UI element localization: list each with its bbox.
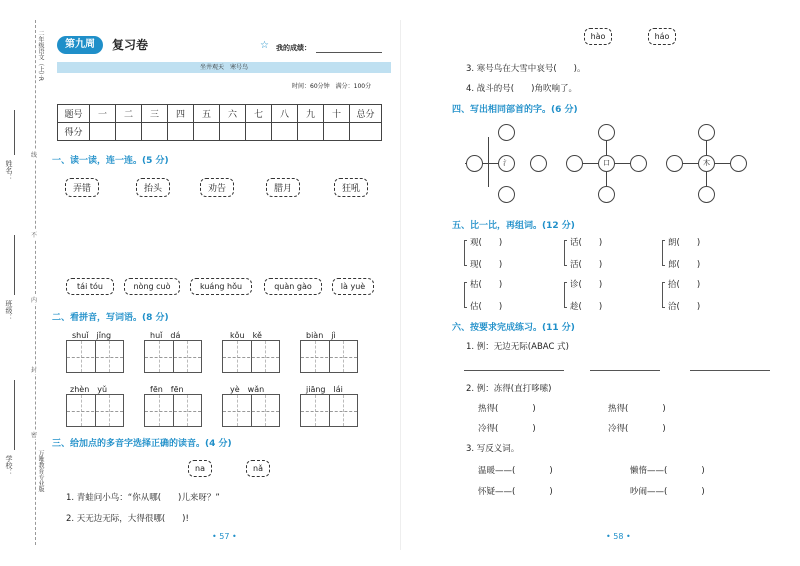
score-cell[interactable] [142,123,168,141]
brace [564,240,567,266]
school-line [14,380,15,450]
page-number-right: • 58 • [606,532,631,541]
brace [464,240,467,266]
question-3: 3. 寒号鸟在大雪中哀号( )。 [466,64,586,74]
pinyin-box[interactable]: quàn gào [264,278,322,295]
fill-item[interactable]: 温暖——( ) [478,466,553,476]
table-cell: 四 [168,105,194,123]
cut-mark: 不 [31,232,38,239]
compare-item[interactable]: 洽( ) [668,302,701,312]
compare-item[interactable]: 枯( ) [470,280,503,290]
table-cell: 九 [298,105,324,123]
compare-item[interactable]: 话( ) [570,238,603,248]
blank-circle[interactable] [466,155,483,172]
compare-item[interactable]: 估( ) [470,302,503,312]
cut-mark: 密 [31,432,38,439]
table-cell: 三 [142,105,168,123]
compare-item[interactable]: 趁( ) [570,302,603,312]
score-cell[interactable] [116,123,142,141]
pinyin-label: huǐ dá [150,331,181,340]
compare-item[interactable]: 观( ) [470,238,503,248]
fill-item[interactable]: 冷得( ) [478,424,536,434]
section-3-title: 三、给加点的多音字选择正确的读音。(4 分) [52,439,232,449]
compare-item[interactable]: 朗( ) [668,238,701,248]
table-cell: 十 [324,105,350,123]
question-4: 4. 战斗的号( )角吹响了。 [466,84,577,94]
page-number-left: • 57 • [212,532,237,541]
pinyin-label: yè wǎn [230,385,265,394]
pinyin-label: kǒu kě [230,331,262,340]
table-cell: 七 [246,105,272,123]
radical-hub: 木 [698,155,715,172]
compare-item[interactable]: 活( ) [570,260,603,270]
section-1-title: 一、读一读，连一连。(5 分) [52,156,169,166]
score-cell[interactable] [90,123,116,141]
pinyin-label: zhèn yǔ [70,385,108,394]
compare-item[interactable]: 现( ) [470,260,503,270]
section-2-title: 二、看拼音，写词语。(8 分) [52,313,169,323]
score-table [57,104,382,141]
question-2: 2. 天无边无际，大得很哪( )! [66,514,189,524]
score-line[interactable] [316,52,382,53]
writing-grid[interactable] [300,340,358,373]
reading-option[interactable]: na [188,460,212,477]
writing-grid[interactable] [144,394,202,427]
table-cell: 二 [116,105,142,123]
cut-mark: 线 [31,152,38,159]
brace [662,240,665,266]
answer-line[interactable] [590,370,660,371]
star-icon: ☆ [260,40,269,51]
question-1: 1. 青蛙问小鸟：“你从哪( )儿来呀？” [66,493,220,503]
class-label: 班级： [5,300,13,321]
page-divider [400,20,401,550]
week-badge: 第九周 [57,36,103,54]
blank-circle[interactable] [566,155,583,172]
section-4-title: 四、写出相同部首的字。(6 分) [452,105,578,115]
pinyin-label: jiāng lái [306,385,343,394]
score-cell[interactable] [350,123,382,141]
word-box[interactable]: 劝告 [200,178,234,197]
lesson-banner: 坐井观天 寒号鸟 [57,62,391,73]
name-label: 姓名： [5,160,13,181]
score-cell[interactable] [324,123,350,141]
compare-item[interactable]: 诊( ) [570,280,603,290]
table-cell: 五 [194,105,220,123]
pinyin-box[interactable]: kuáng hǒu [190,278,252,295]
binding-gutter [0,0,46,566]
blank-circle[interactable] [530,155,547,172]
time-info: 时间：60分钟 满分：100分 [292,83,372,90]
blank-circle[interactable] [498,124,515,141]
class-line [14,235,15,295]
compare-item[interactable]: 拾( ) [668,280,701,290]
table-cell: 一 [90,105,116,123]
score-label: 我的成绩： [276,44,311,52]
reading-option[interactable]: hào [584,28,612,45]
word-box[interactable]: 弄错 [65,178,99,197]
pinyin-box[interactable]: tái tóu [66,278,114,295]
table-cell: 题号 [58,105,90,123]
blank-circle[interactable] [698,186,715,203]
reading-option[interactable]: háo [648,28,676,45]
score-cell[interactable] [246,123,272,141]
blank-circle[interactable] [598,124,615,141]
score-cell[interactable] [272,123,298,141]
vertical-book-text: 二年级语文（上）·R [37,30,44,82]
score-cell[interactable] [194,123,220,141]
answer-line[interactable] [690,370,770,371]
score-cell[interactable] [220,123,246,141]
score-cell[interactable] [168,123,194,141]
table-cell: 八 [272,105,298,123]
table-cell: 总分 [350,105,382,123]
exercise-3: 3. 写反义词。 [466,444,520,454]
pinyin-label: fēn fēn [150,385,184,394]
fill-item[interactable]: 热得( ) [478,404,536,414]
reading-option[interactable]: nǎ [246,460,270,477]
fill-item[interactable]: 冷得( ) [608,424,666,434]
blank-circle[interactable] [498,186,515,203]
section-5-title: 五、比一比，再组词。(12 分) [452,221,575,231]
fill-item[interactable]: 怀疑——( ) [478,487,553,497]
page-title: 复习卷 [112,38,149,52]
table-cell: 六 [220,105,246,123]
brace [464,282,467,308]
writing-grid[interactable] [300,394,358,427]
brace [662,282,665,308]
exercise-1: 1. 例：无边无际(ABAC 式) [466,342,569,352]
score-value-row [58,123,382,141]
word-box[interactable]: 狂吼 [334,178,368,197]
school-label: 学校： [5,455,13,476]
cut-mark: 内 [31,297,38,304]
writing-grid[interactable] [66,394,124,427]
pinyin-box[interactable]: nòng cuò [124,278,180,295]
word-box[interactable]: 抬头 [136,178,170,197]
writing-grid[interactable] [222,394,280,427]
vertical-brand-text: 万唯教育专业版 [37,450,44,492]
blank-circle[interactable] [698,124,715,141]
blank-circle[interactable] [630,155,647,172]
writing-grid[interactable] [144,340,202,373]
compare-item[interactable]: 郎( ) [668,260,701,270]
brace [564,282,567,308]
writing-grid[interactable] [222,340,280,373]
blank-circle[interactable] [666,155,683,172]
blank-circle[interactable] [730,155,747,172]
fill-item[interactable]: 懒惰——( ) [630,466,705,476]
pinyin-label: shuǐ jǐng [72,331,112,340]
pinyin-box[interactable]: là yuè [332,278,374,295]
section-6-title: 六、按要求完成练习。(11 分) [452,323,575,333]
blank-circle[interactable] [598,186,615,203]
pinyin-label: biàn jì [306,331,336,340]
fill-item[interactable]: 吵闹——( ) [630,487,705,497]
cut-mark: 封 [31,367,38,374]
score-header-row [58,105,382,123]
name-line [14,110,15,155]
fill-item[interactable]: 热得( ) [608,404,666,414]
table-cell: 得分 [58,123,90,141]
word-box[interactable]: 腊月 [266,178,300,197]
score-cell[interactable] [298,123,324,141]
radical-hub: 氵 [498,155,515,172]
exercise-2: 2. 例：冻得(直打哆嗦) [466,384,552,394]
answer-line[interactable] [464,370,564,371]
radical-hub: 口 [598,155,615,172]
writing-grid[interactable] [66,340,124,373]
